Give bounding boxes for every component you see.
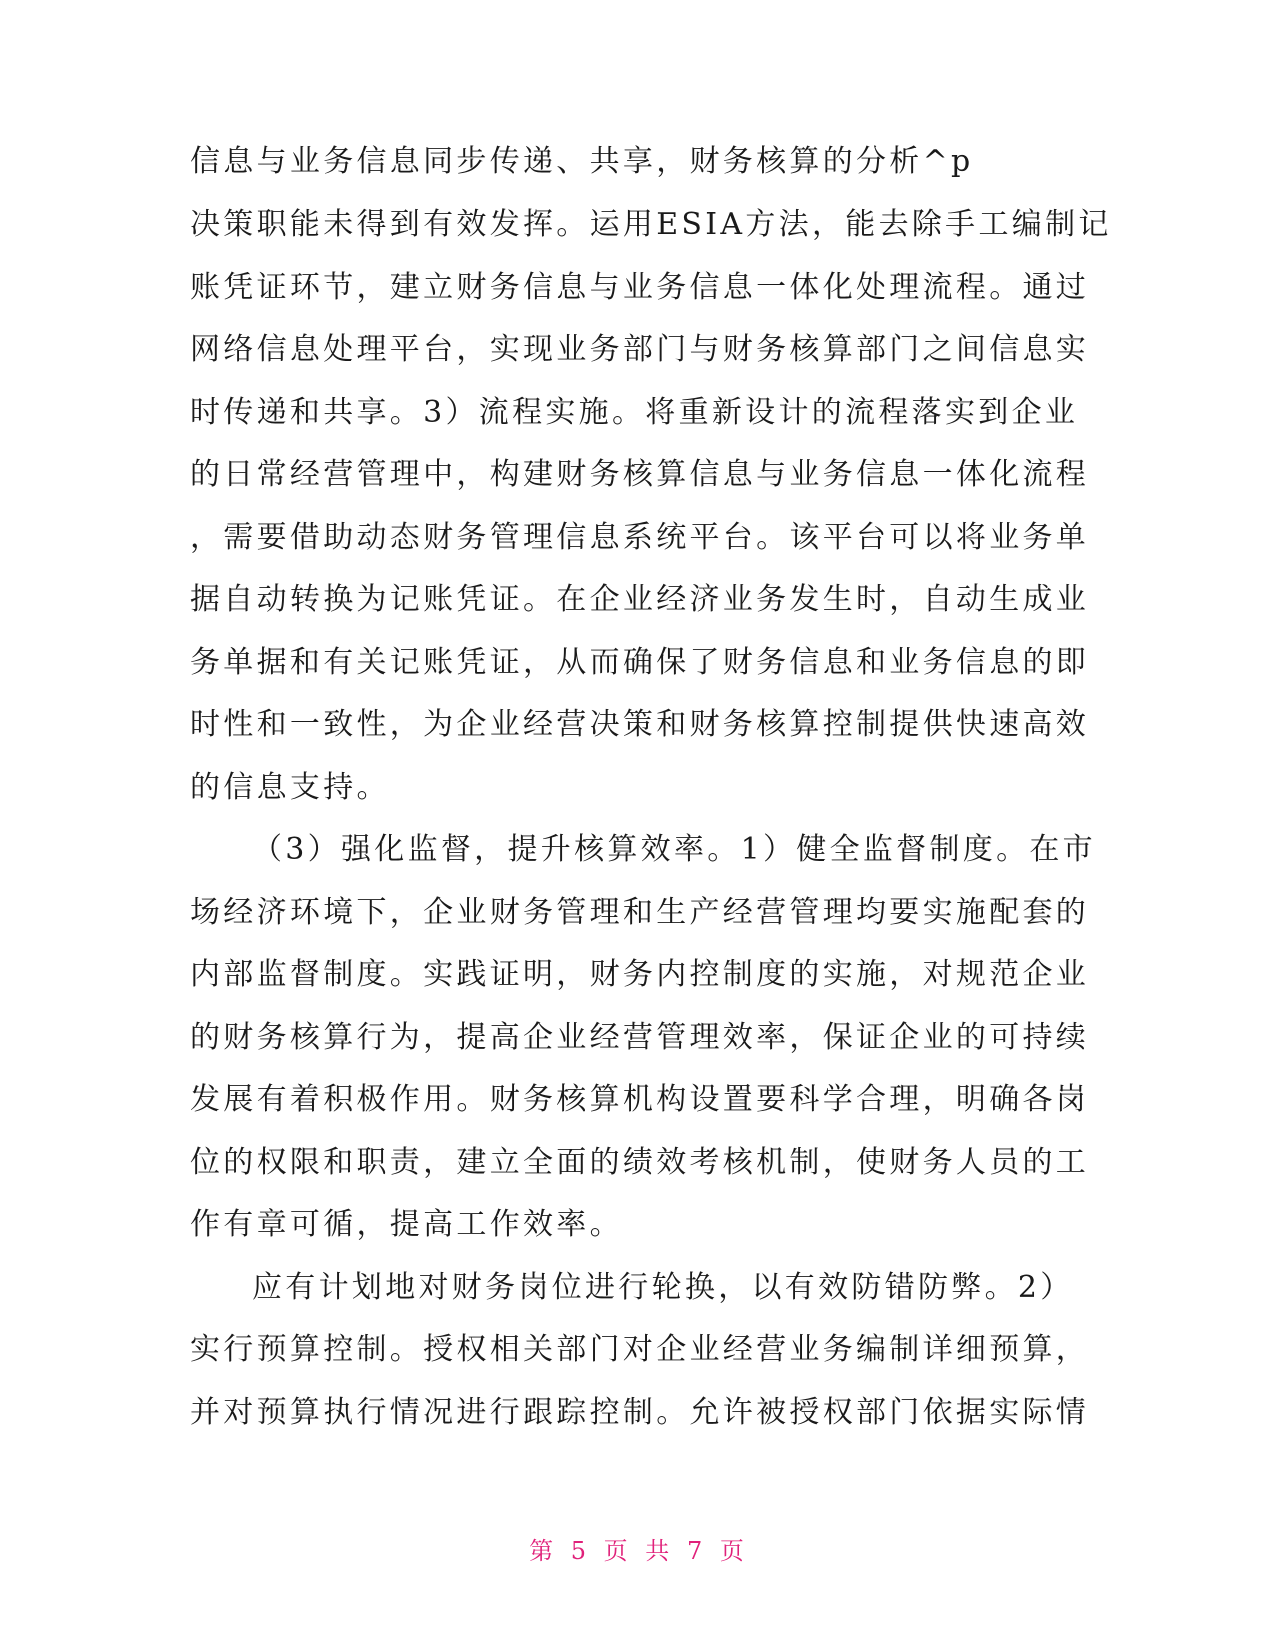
body-line: 位的权限和职责，建立全面的绩效考核机制，使财务人员的工 (190, 1145, 1090, 1180)
body-line: 实行预算控制。授权相关部门对企业经营业务编制详细预算， (190, 1332, 1090, 1367)
body-line: 时性和一致性，为企业经营决策和财务核算控制提供快速高效 (190, 707, 1090, 742)
body-line: 的财务核算行为，提高企业经营管理效率，保证企业的可持续 (190, 1020, 1090, 1055)
body-line: 发展有着积极作用。财务核算机构设置要科学合理，明确各岗 (190, 1082, 1090, 1117)
body-line: 决策职能未得到有效发挥。运用ESIA方法，能去除手工编制记 (190, 207, 1112, 242)
body-line: 据自动转换为记账凭证。在企业经济业务发生时，自动生成业 (190, 582, 1090, 617)
paragraph-start-line: （3）强化监督，提升核算效率。1）健全监督制度。在市 (252, 832, 1096, 867)
body-line: 场经济环境下，企业财务管理和生产经营管理均要实施配套的 (190, 895, 1090, 930)
body-line: 作有章可循，提高工作效率。 (190, 1207, 623, 1242)
body-line: 并对预算执行情况进行跟踪控制。允许被授权部门依据实际情 (190, 1395, 1090, 1430)
body-line: 内部监督制度。实践证明，财务内控制度的实施，对规范企业 (190, 957, 1090, 992)
page-number-footer: 第 5 页 共 7 页 (529, 1537, 746, 1565)
paragraph-start-line: 应有计划地对财务岗位进行轮换，以有效防错防弊。2） (252, 1270, 1074, 1305)
body-line: ，需要借助动态财务管理信息系统平台。该平台可以将业务单 (190, 520, 1090, 555)
body-line: 的日常经营管理中，构建财务核算信息与业务信息一体化流程 (190, 457, 1090, 492)
body-line: 时传递和共享。3）流程实施。将重新设计的流程落实到企业 (190, 395, 1079, 430)
body-line: 账凭证环节，建立财务信息与业务信息一体化处理流程。通过 (190, 270, 1090, 305)
body-line: 信息与业务信息同步传递、共享，财务核算的分析^p (190, 144, 974, 179)
body-line: 的信息支持。 (190, 770, 390, 805)
body-line: 务单据和有关记账凭证，从而确保了财务信息和业务信息的即 (190, 645, 1090, 680)
body-line: 网络信息处理平台，实现业务部门与财务核算部门之间信息实 (190, 332, 1090, 367)
